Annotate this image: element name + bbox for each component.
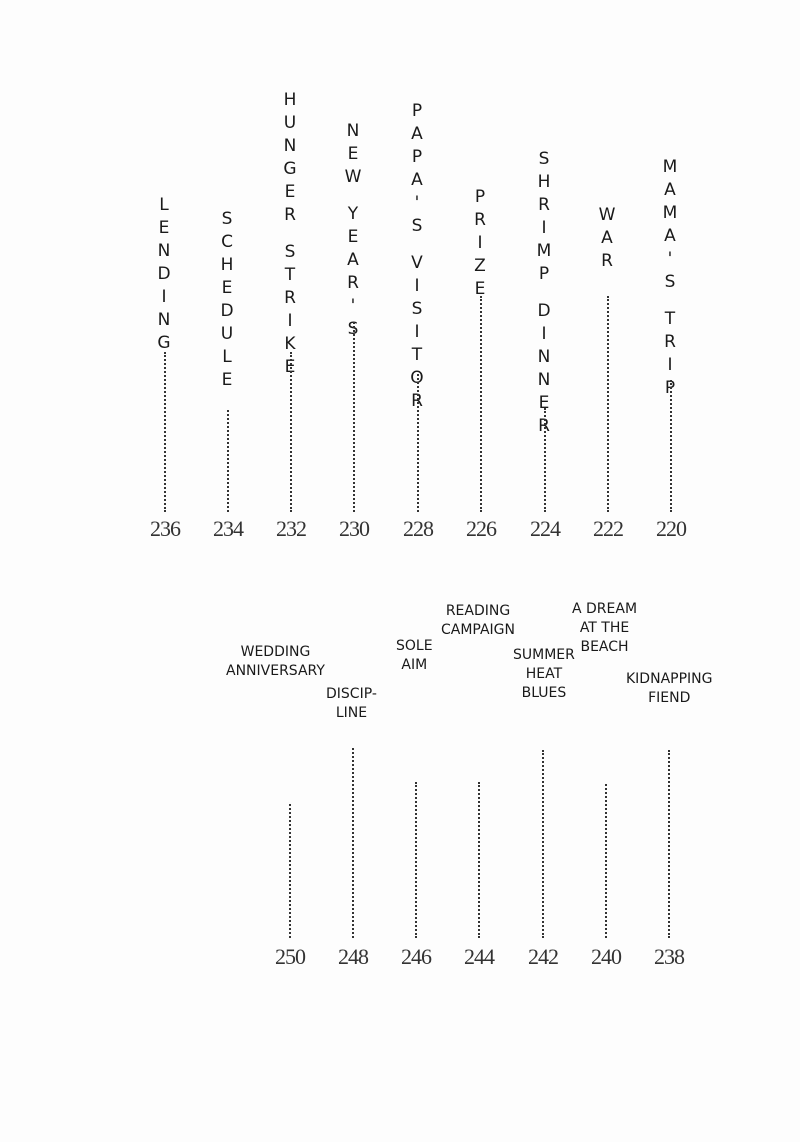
dotted-leader <box>352 748 354 938</box>
page-number: 236 <box>150 516 180 541</box>
page-number: 226 <box>466 516 496 541</box>
page-number: 246 <box>401 944 431 969</box>
page-number: 220 <box>656 516 686 541</box>
chapter-title-vertical: W A R <box>598 205 616 271</box>
chapter-title-vertical: P R I Z E <box>474 187 486 299</box>
page-number: 244 <box>464 944 494 969</box>
dotted-leader <box>353 322 355 512</box>
page-number: 242 <box>528 944 558 969</box>
page-number: 228 <box>403 516 433 541</box>
page-number: 222 <box>593 516 623 541</box>
chapter-title: A DREAM AT THE BEACH <box>572 601 638 655</box>
chapter-title: DISCIP- LINE <box>326 686 377 721</box>
chapter-title: SOLE AIM <box>396 638 433 673</box>
dotted-leader <box>290 352 292 512</box>
page-number: 224 <box>530 516 560 541</box>
page-number: 230 <box>339 516 369 541</box>
chapter-title-vertical: N E W Y E A R ' S <box>344 121 362 339</box>
chapter-title-vertical: S H R I M P D I N N E R <box>536 149 552 436</box>
dotted-leader <box>417 374 419 512</box>
dotted-leader <box>668 750 670 938</box>
chapter-title-vertical: H U N G E R S T R I K E <box>283 90 297 377</box>
chapter-title: SUMMER HEAT BLUES <box>513 647 575 701</box>
dotted-leader <box>480 296 482 512</box>
page-number: 234 <box>213 516 243 541</box>
dotted-leader <box>227 410 229 512</box>
chapter-title-vertical: M A M A ' S T R I P <box>662 157 678 398</box>
chapter-title: READING CAMPAIGN <box>441 603 516 638</box>
chapter-title: WEDDING ANNIVERSARY <box>226 644 325 679</box>
page-number: 248 <box>338 944 368 969</box>
dotted-leader <box>415 782 417 938</box>
dotted-leader <box>544 408 546 512</box>
dotted-leader <box>289 804 291 938</box>
page-number: 240 <box>591 944 621 969</box>
dotted-leader <box>164 352 166 512</box>
dotted-leader <box>670 380 672 512</box>
dotted-leader <box>607 296 609 512</box>
chapter-title-vertical: S C H E D U L E <box>220 209 234 390</box>
page-number: 238 <box>654 944 684 969</box>
dotted-leader <box>478 782 480 938</box>
dotted-leader <box>605 784 607 938</box>
chapter-title-vertical: L E N D I N G <box>157 195 171 353</box>
page-number: 232 <box>276 516 306 541</box>
dotted-leader <box>542 750 544 938</box>
chapter-title: KIDNAPPING FIEND <box>626 671 713 706</box>
chapter-title-vertical: P A P A ' S V I S I T O R <box>410 101 424 411</box>
page-number: 250 <box>275 944 305 969</box>
